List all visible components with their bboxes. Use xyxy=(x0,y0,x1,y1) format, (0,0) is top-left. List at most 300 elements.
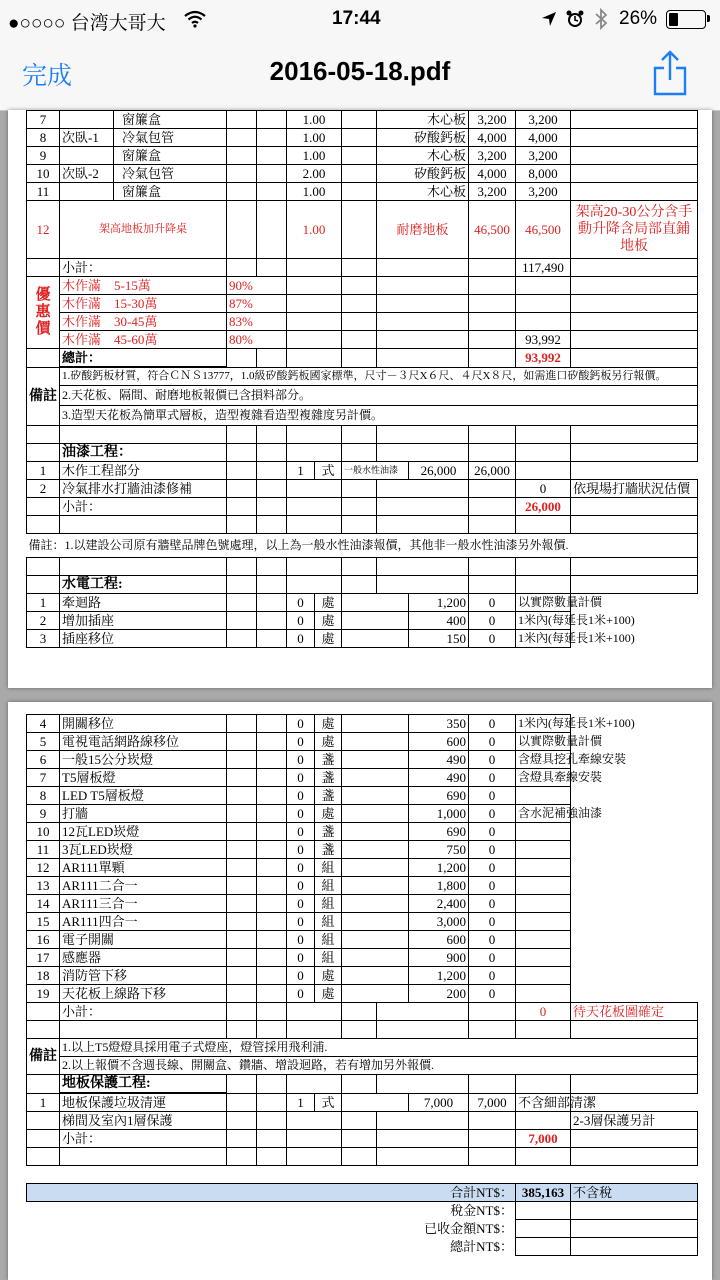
row-number: 12 xyxy=(27,201,60,259)
row-item: 一般15公分崁燈 xyxy=(60,751,227,769)
remark-line: 2.天花板、隔間、耐磨地板報價已含損料部分。 xyxy=(60,386,698,406)
row-amount: 0 xyxy=(469,769,516,787)
row-amount: 0 xyxy=(469,751,516,769)
row-item: 感應器 xyxy=(60,949,227,967)
row-item: 開關移位 xyxy=(60,715,227,733)
row-unit: 盞 xyxy=(315,769,342,787)
discount-row xyxy=(27,277,698,295)
row-item: 電子開關 xyxy=(60,931,227,949)
row-unit-price: 26,000 xyxy=(409,462,469,480)
row-quantity: 0 xyxy=(287,949,315,967)
row-unit-price: 200 xyxy=(409,985,469,1003)
row-amount: 0 xyxy=(469,859,516,877)
row-amount: 0 xyxy=(469,841,516,859)
subtotal-row xyxy=(27,259,698,277)
row-unit-price: 350 xyxy=(409,715,469,733)
subtotal-label: 小計： xyxy=(60,1130,227,1148)
table-row xyxy=(27,594,698,612)
row-note: 依現場打牆狀況估價 xyxy=(571,480,698,498)
row-unit: 盞 xyxy=(315,823,342,841)
summary-label: 已收金額NT$： xyxy=(424,1221,514,1236)
clock: 17:44 xyxy=(332,8,381,29)
discount-percent: 83% xyxy=(227,313,287,331)
row-amount: 0 xyxy=(469,913,516,931)
row-unit-price: 1,200 xyxy=(409,967,469,985)
row-note: 1米內(每延長1米+100) xyxy=(516,612,571,630)
document-title: 2016-05-18.pdf xyxy=(269,56,451,86)
summary-label: 稅金NT$： xyxy=(450,1203,514,1219)
row-number: 10 xyxy=(27,165,60,183)
discount-amount: 93,992 xyxy=(516,331,571,349)
empty-row xyxy=(27,516,698,534)
electrical-rows xyxy=(27,715,698,1003)
discount-row xyxy=(27,313,698,331)
row-amount: 26,000 xyxy=(469,462,516,480)
row-unit: 組 xyxy=(315,859,342,877)
row-quantity: 1.00 xyxy=(287,183,342,201)
row-note: 不含細部清潔 xyxy=(516,1093,571,1112)
row-amount: 3,200 xyxy=(516,183,571,201)
row-number: 1 xyxy=(27,1093,60,1112)
row-unit-price: 690 xyxy=(409,823,469,841)
row-material: 木心板 xyxy=(377,183,469,201)
row-unit: 處 xyxy=(315,612,342,630)
subtotal-row xyxy=(27,1130,698,1148)
done-button[interactable]: 完成 xyxy=(22,62,73,90)
section-header-row xyxy=(27,444,698,462)
row-unit-price: 3,200 xyxy=(469,147,516,165)
battery-tip xyxy=(707,15,710,22)
row-amount: 0 xyxy=(469,931,516,949)
carpentry-rows xyxy=(27,111,698,201)
row-amount: 7,000 xyxy=(469,1093,516,1112)
row-number: 13 xyxy=(27,877,60,895)
row-item: 冷氣包管 xyxy=(114,165,227,183)
row-unit: 式 xyxy=(315,462,342,480)
row-unit: 盞 xyxy=(315,787,342,805)
row-number: 5 xyxy=(27,733,60,751)
discount-tier: 木作滿 45-60萬 xyxy=(60,331,227,349)
remark-row xyxy=(27,367,698,386)
table-row xyxy=(27,877,698,895)
row-quantity: 2.00 xyxy=(287,165,342,183)
row-quantity: 0 xyxy=(287,859,315,877)
remark-row xyxy=(27,1057,698,1075)
row-number: 9 xyxy=(27,805,60,823)
table-row xyxy=(27,823,698,841)
row-unit-price: 1,000 xyxy=(409,805,469,823)
table-row xyxy=(27,787,698,805)
row-note: 以實際數量計價 xyxy=(516,733,571,751)
row-unit: 處 xyxy=(315,967,342,985)
row-unit: 處 xyxy=(315,805,342,823)
row-amount: 0 xyxy=(469,787,516,805)
row-quantity: 0 xyxy=(287,733,315,751)
row-note: 以實際數量計價 xyxy=(516,594,571,612)
row-amount: 3,200 xyxy=(516,147,571,165)
row-unit-price: 3,000 xyxy=(409,913,469,931)
summary-row-total xyxy=(27,1184,698,1202)
subtotal-label: 小計： xyxy=(60,498,227,516)
row-item: AR111二合一 xyxy=(60,877,227,895)
row-amount: 3,200 xyxy=(516,111,571,129)
row-quantity: 0 xyxy=(287,805,315,823)
row-quantity: 0 xyxy=(287,612,315,630)
row-unit: 式 xyxy=(315,1093,342,1112)
table-row xyxy=(27,183,698,201)
row-unit-price: 3,200 xyxy=(469,111,516,129)
row-material: 木心板 xyxy=(377,147,469,165)
row-item: 窗簾盒 xyxy=(114,111,227,129)
row-item: 插座移位 xyxy=(60,630,227,648)
table-row xyxy=(27,630,698,648)
remark-line: 1.以上T5燈燈具採用電子式燈座，燈管採用飛利浦. xyxy=(60,1039,698,1057)
table-row xyxy=(27,1093,698,1112)
discount-percent: 87% xyxy=(227,295,287,313)
discount-percent: 90% xyxy=(227,277,287,295)
row-unit-price: 490 xyxy=(409,769,469,787)
table-row xyxy=(27,129,698,147)
row-quantity: 1.00 xyxy=(287,147,342,165)
row-unit: 處 xyxy=(315,985,342,1003)
discount-tier: 木作滿 15-30萬 xyxy=(60,295,227,313)
remark-line: 1.矽酸鈣板材質，符合ＣＮＳ13777，1.0級矽酸鈣板國家標準，尺寸－３尺X６尺、４尺X８尺，如需進口矽酸鈣板另行報價。 xyxy=(60,367,698,386)
section-header-row xyxy=(27,576,698,594)
row-note xyxy=(516,877,571,895)
row-quantity: 0 xyxy=(287,787,315,805)
paint-section-header: 油漆工程： xyxy=(60,444,227,462)
row-unit-price: 900 xyxy=(409,949,469,967)
summary-value: 385,163 xyxy=(516,1184,571,1202)
row-material: 矽酸鈣板 xyxy=(377,165,469,183)
row-unit: 盞 xyxy=(315,751,342,769)
table-row xyxy=(27,931,698,949)
row-number: 2 xyxy=(27,612,60,630)
total-value: 93,992 xyxy=(516,349,571,368)
subtotal-value: 7,000 xyxy=(516,1130,571,1148)
row-amount: 46,500 xyxy=(516,201,571,259)
subtotal-value: 117,490 xyxy=(516,259,571,277)
table-row xyxy=(27,859,698,877)
pdf-page-1[interactable] xyxy=(8,110,712,688)
row-number: 11 xyxy=(27,841,60,859)
row-quantity: 0 xyxy=(287,769,315,787)
row-room xyxy=(60,147,114,165)
row-unit-price: 400 xyxy=(409,612,469,630)
empty-row xyxy=(27,1021,698,1039)
row-item: 冷氣包管 xyxy=(114,129,227,147)
electrical-rows xyxy=(27,594,698,648)
row-note: 1米內(每延長1米+100) xyxy=(516,715,571,733)
subtotal-row xyxy=(27,1003,698,1021)
row-note xyxy=(516,931,571,949)
row-quantity: 1.00 xyxy=(287,129,342,147)
table-row xyxy=(27,967,698,985)
row-amount: 4,000 xyxy=(516,129,571,147)
row-note: 含燈具牽線安裝 xyxy=(516,769,571,787)
table-row xyxy=(27,733,698,751)
row-unit: 處 xyxy=(315,715,342,733)
row-note: 架高20-30公分含手動升降含局部直鋪地板 xyxy=(571,201,698,259)
row-unit: 組 xyxy=(315,931,342,949)
row-note: 1米內(每延長1米+100) xyxy=(516,630,571,648)
remark-line: 3.造型天花板為簡單式層板，造型複雜看造型複雜度另計價。 xyxy=(60,406,698,426)
table-row xyxy=(27,805,698,823)
subtotal-label: 小計： xyxy=(60,259,227,277)
row-room xyxy=(60,111,114,129)
total-label: 總計： xyxy=(60,349,227,368)
table-row xyxy=(27,913,698,931)
empty-row xyxy=(27,426,698,444)
empty-row xyxy=(27,558,698,576)
row-amount: 0 xyxy=(469,895,516,913)
table-row xyxy=(27,462,698,480)
row-number: 3 xyxy=(27,630,60,648)
row-item: 打牆 xyxy=(60,805,227,823)
row-note xyxy=(516,985,571,1003)
table-row xyxy=(27,895,698,913)
wifi-icon xyxy=(183,10,207,28)
row-material: 耐磨地板 xyxy=(377,201,469,259)
row-item: 天花板上線路下移 xyxy=(60,985,227,1003)
row-unit-price: 4,000 xyxy=(469,165,516,183)
row-note xyxy=(516,949,571,967)
subtotal-label: 小計： xyxy=(60,1003,227,1021)
row-number: 8 xyxy=(27,129,60,147)
battery-icon xyxy=(666,10,706,29)
row-note xyxy=(516,967,571,985)
row-item: 架高地板加升降桌 xyxy=(60,201,227,259)
table-row xyxy=(27,165,698,183)
row-unit-price: 1,800 xyxy=(409,877,469,895)
row-amount: 8,000 xyxy=(516,165,571,183)
discount-row xyxy=(27,331,698,349)
table-row xyxy=(27,985,698,1003)
row-amount: 0 xyxy=(469,877,516,895)
row-number: 17 xyxy=(27,949,60,967)
row-unit-price: 4,000 xyxy=(469,129,516,147)
row-quantity: 0 xyxy=(287,823,315,841)
quote-table-page-2 xyxy=(26,714,698,1256)
row-room: 次臥-2 xyxy=(60,165,114,183)
row-amount: 0 xyxy=(469,949,516,967)
subtotal-note: 待天花板圖確定 xyxy=(571,1003,698,1021)
row-number: 16 xyxy=(27,931,60,949)
row-item: 地板保護垃圾清運 xyxy=(60,1093,227,1112)
row-amount: 0 xyxy=(469,630,516,648)
remark-row xyxy=(27,406,698,426)
table-row xyxy=(27,1112,698,1130)
row-quantity: 0 xyxy=(287,877,315,895)
row-item: 梯間及室內1層保護 xyxy=(60,1112,227,1130)
row-material: 一般水性油漆 xyxy=(342,462,409,480)
row-item: 木作工程部分 xyxy=(60,462,227,480)
row-quantity: 0 xyxy=(287,715,315,733)
row-quantity: 1 xyxy=(287,1093,315,1112)
row-unit: 組 xyxy=(315,895,342,913)
row-material: 矽酸鈣板 xyxy=(377,129,469,147)
row-item: 窗簾盒 xyxy=(114,147,227,165)
table-row xyxy=(27,751,698,769)
row-amount: 0 xyxy=(469,823,516,841)
bluetooth-icon xyxy=(594,8,608,30)
row-note xyxy=(516,859,571,877)
row-unit: 組 xyxy=(315,877,342,895)
row-number: 1 xyxy=(27,462,60,480)
remark-label: 備註 xyxy=(27,1039,60,1075)
row-quantity: 0 xyxy=(287,895,315,913)
battery-level xyxy=(669,13,678,26)
table-row xyxy=(27,949,698,967)
table-row xyxy=(27,769,698,787)
total-row xyxy=(27,349,698,368)
row-item: 冷氣排水打牆油漆修補 xyxy=(60,480,227,498)
row-item: 消防管下移 xyxy=(60,967,227,985)
status-bar xyxy=(0,0,720,40)
row-unit-price: 150 xyxy=(409,630,469,648)
row-amount: 0 xyxy=(469,967,516,985)
row-number: 1 xyxy=(27,594,60,612)
row-note: 含水泥補強油漆 xyxy=(516,805,571,823)
row-quantity: 1.00 xyxy=(287,201,342,259)
summary-label: 合計NT$： xyxy=(27,1184,516,1202)
row-note: 含燈具挖孔牽線安裝 xyxy=(516,751,571,769)
row-number xyxy=(27,1112,60,1130)
summary-row xyxy=(27,1202,698,1220)
alarm-clock-icon xyxy=(565,9,585,29)
subtotal-value: 26,000 xyxy=(516,498,571,516)
location-arrow-icon xyxy=(541,11,557,27)
row-note xyxy=(516,913,571,931)
row-note xyxy=(516,787,571,805)
row-amount: 0 xyxy=(469,594,516,612)
row-unit: 處 xyxy=(315,733,342,751)
row-amount: 0 xyxy=(469,715,516,733)
row-note xyxy=(516,841,571,859)
row-amount: 0 xyxy=(469,985,516,1003)
row-item: LED T5層板燈 xyxy=(60,787,227,805)
row-number: 12 xyxy=(27,859,60,877)
row-number: 9 xyxy=(27,147,60,165)
row-amount: 0 xyxy=(469,805,516,823)
discount-label: 優惠價 xyxy=(27,277,60,349)
row-unit-price: 600 xyxy=(409,931,469,949)
row-item: 窗簾盒 xyxy=(114,183,227,201)
row-quantity: 0 xyxy=(287,594,315,612)
row-number: 14 xyxy=(27,895,60,913)
remark-label: 備註 xyxy=(27,367,60,426)
row-quantity: 0 xyxy=(287,841,315,859)
row-note xyxy=(516,823,571,841)
row-item: 12瓦LED崁燈 xyxy=(60,823,227,841)
row-item: 3瓦LED崁燈 xyxy=(60,841,227,859)
row-unit: 組 xyxy=(315,913,342,931)
row-room: 次臥-1 xyxy=(60,129,114,147)
row-unit-price: 600 xyxy=(409,733,469,751)
table-row xyxy=(27,612,698,630)
carrier-signal: ●○○○○ 台湾大哥大 xyxy=(8,13,166,34)
row-room xyxy=(60,183,114,201)
row-unit: 盞 xyxy=(315,841,342,859)
row-unit-price: 690 xyxy=(409,787,469,805)
summary-note: 不含稅 xyxy=(571,1184,698,1202)
row-unit: 處 xyxy=(315,594,342,612)
subtotal-row xyxy=(27,498,698,516)
row-number: 19 xyxy=(27,985,60,1003)
subtotal-value: 0 xyxy=(516,1003,571,1021)
row-note xyxy=(516,895,571,913)
row-number: 7 xyxy=(27,769,60,787)
row-amount: 0 xyxy=(516,480,571,498)
row-quantity: 0 xyxy=(287,967,315,985)
remark-row xyxy=(27,386,698,406)
section-header-row xyxy=(27,1075,698,1094)
paint-remark: 備註：1.以建設公司原有牆壁品牌色號處理，以上為一般水性油漆報價，其他非一般水性油漆另外報價. xyxy=(27,534,698,558)
row-quantity: 1.00 xyxy=(287,111,342,129)
row-item: AR111四合一 xyxy=(60,913,227,931)
row-item: 牽迴路 xyxy=(60,594,227,612)
discount-tier: 木作滿 5-15萬 xyxy=(60,277,227,295)
row-item: AR111單顆 xyxy=(60,859,227,877)
row-unit-price: 2,400 xyxy=(409,895,469,913)
nav-bar xyxy=(0,40,720,111)
row-item: AR111三合一 xyxy=(60,895,227,913)
row-number: 4 xyxy=(27,715,60,733)
discount-tier: 木作滿 30-45萬 xyxy=(60,313,227,331)
row-quantity: 0 xyxy=(287,751,315,769)
row-item: 電視電話網路線移位 xyxy=(60,733,227,751)
share-icon[interactable] xyxy=(652,48,688,98)
table-row xyxy=(27,715,698,733)
row-quantity: 1 xyxy=(287,462,315,480)
row-quantity: 0 xyxy=(287,931,315,949)
quote-table-page-1 xyxy=(26,110,698,648)
table-row xyxy=(27,841,698,859)
floor-section-header: 地板保護工程: xyxy=(60,1075,227,1094)
row-unit: 組 xyxy=(315,949,342,967)
row-quantity: 0 xyxy=(287,985,315,1003)
row-number: 8 xyxy=(27,787,60,805)
remark-row xyxy=(27,1039,698,1057)
row-item: 增加插座 xyxy=(60,612,227,630)
summary-label: 總計NT$： xyxy=(450,1239,514,1254)
row-amount: 0 xyxy=(469,733,516,751)
summary-row xyxy=(27,1238,698,1256)
row-unit-price: 750 xyxy=(409,841,469,859)
battery-percent: 26% xyxy=(619,8,658,29)
discount-percent: 80% xyxy=(227,331,287,349)
empty-row xyxy=(27,1166,698,1184)
row-material: 木心板 xyxy=(377,111,469,129)
row-number: 10 xyxy=(27,823,60,841)
row-number: 18 xyxy=(27,967,60,985)
row-number: 7 xyxy=(27,111,60,129)
row-quantity: 0 xyxy=(287,630,315,648)
elec-section-header: 水電工程: xyxy=(60,576,227,594)
table-row xyxy=(27,147,698,165)
discount-row xyxy=(27,295,698,313)
row-unit-price: 46,500 xyxy=(469,201,516,259)
paint-remark-row xyxy=(27,534,698,558)
row-unit-price: 1,200 xyxy=(409,594,469,612)
row-number: 2 xyxy=(27,480,60,498)
summary-row xyxy=(27,1220,698,1238)
pdf-page-2[interactable] xyxy=(8,702,712,1280)
row-unit-price: 1,200 xyxy=(409,859,469,877)
row-amount: 0 xyxy=(469,612,516,630)
table-row xyxy=(27,111,698,129)
table-row-12 xyxy=(27,201,698,259)
